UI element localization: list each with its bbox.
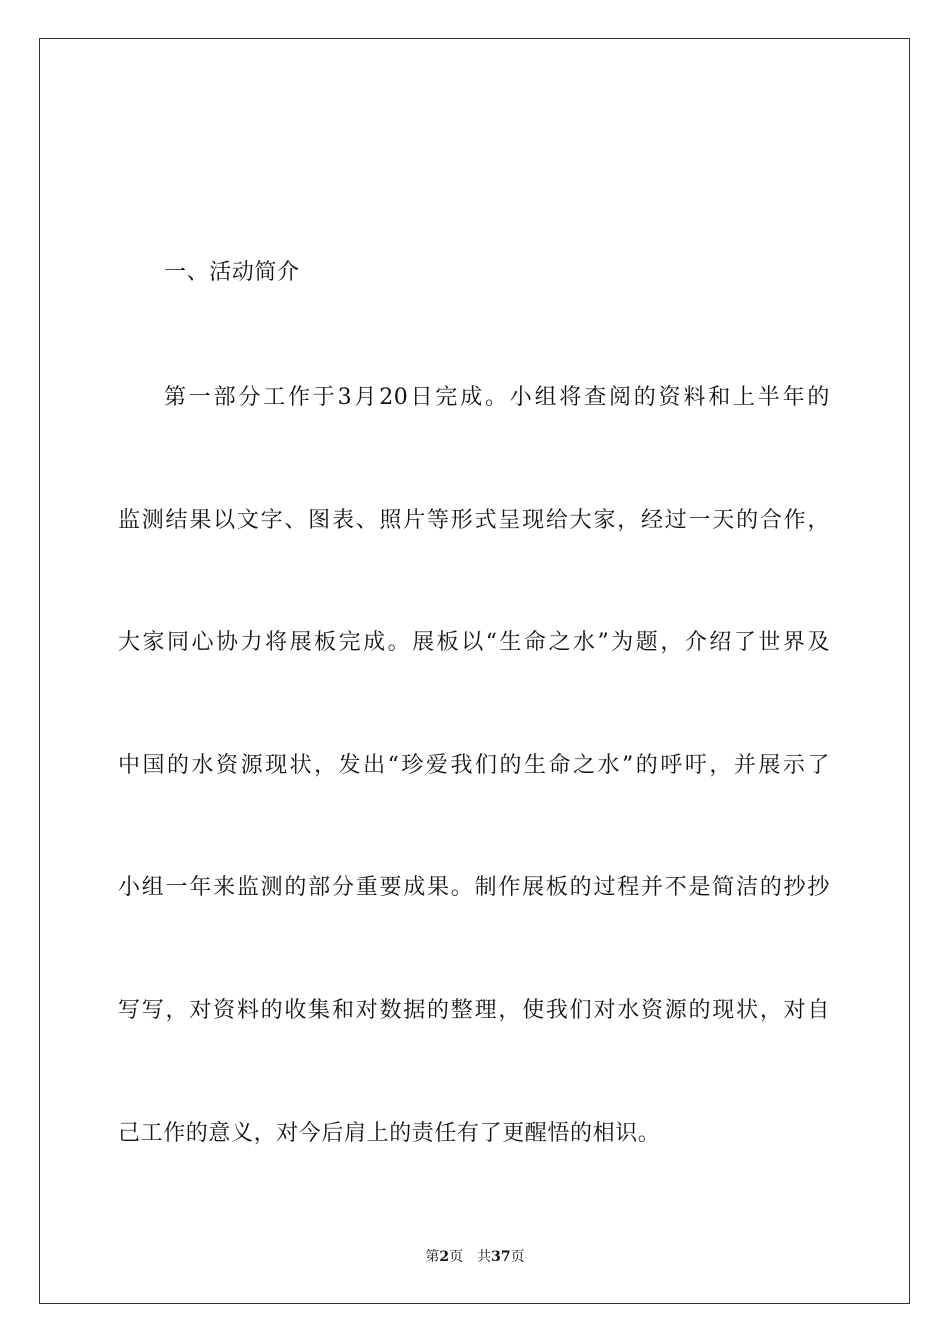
total-pages: 37	[491, 1249, 511, 1265]
paragraph-line-2: 监测结果以文字、图表、照片等形式呈现给大家，经过一天的合作，	[118, 508, 830, 533]
page-footer	[0, 1248, 950, 1266]
page-suffix: 页	[449, 1249, 464, 1265]
paragraph-line-1: 第一部分工作于3月20日完成。小组将查阅的资料和上半年的	[164, 385, 830, 410]
total-suffix: 页	[510, 1249, 525, 1265]
paragraph-line-3: 大家同心协力将展板完成。展板以“生命之水”为题，介绍了世界及	[118, 630, 830, 655]
paragraph-line-6: 写写，对资料的收集和对数据的整理，使我们对水资源的现状，对自	[118, 998, 830, 1023]
page-prefix: 第	[425, 1249, 440, 1265]
section-heading: 一、活动简介	[164, 260, 300, 285]
paragraph-line-5: 小组一年来监测的部分重要成果。制作展板的过程并不是简洁的抄抄	[118, 875, 830, 900]
paragraph-line-4: 中国的水资源现状，发出“珍爱我们的生命之水”的呼吁，并展示了	[118, 753, 830, 778]
page-frame	[39, 38, 910, 1304]
paragraph-line-7: 己工作的意义，对今后肩上的责任有了更醒悟的相识。	[118, 1121, 661, 1146]
page-number: 2	[439, 1249, 450, 1265]
total-prefix: 共	[477, 1249, 492, 1265]
